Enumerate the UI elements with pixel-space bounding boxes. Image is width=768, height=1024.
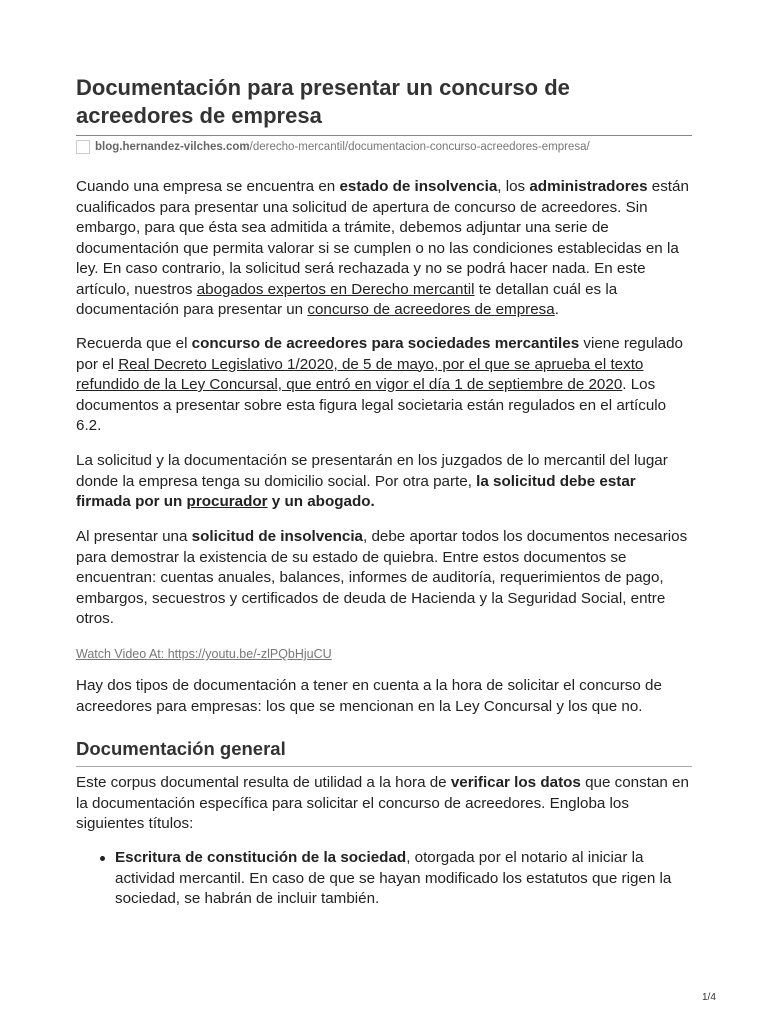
page-number: 1/4 [702,992,716,1003]
paragraph-regulacion: Recuerda que el concurso de acreedores para sociedades mercantiles viene regulado por el Real Decreto Legislativo 1/2020, de 5 de mayo, por el que se aprueba el texto refundido de la Ley Concursal, que entró en vigor el día 1 de septiembre de 2020. Los documentos a presentar sobre esta figura legal societaria están regulados en el artículo 6.2. [76,335,683,434]
watch-video-link[interactable]: Watch Video At: https://youtu.be/-zlPQbHjuCU [76,647,332,661]
bold-concurso-sociedades: concurso de acreedores para sociedades mercantiles [191,335,580,352]
favicon-icon [76,140,90,154]
list-item-text: , otorgada por el notario al iniciar la actividad mercantil. En caso de que se hayan modificado los estatutos que rigen la sociedad, se habrán de incluir también. [115,849,672,907]
source-url[interactable] [76,139,590,155]
source-domain: blog.hernandez-vilches.com [95,141,250,153]
bold-administradores: administradores [529,178,648,195]
video-link-row [76,645,692,663]
document-list [76,848,692,910]
section-divider [76,766,692,767]
link-real-decreto[interactable]: Real Decreto Legislativo 1/2020, de 5 de mayo, por el que se aprueba el texto refundido de la Ley Concursal, que entró en vigor el día 1 de septiembre de 2020 [76,355,644,393]
link-concurso-acreedores-empresa[interactable]: concurso de acreedores de empresa [307,301,555,318]
article-title: Documentación para presentar un concurso de acreedores de empresa [76,75,570,128]
bold-estado-insolvencia: estado de insolvencia [339,178,498,195]
paragraph-juzgados: La solicitud y la documentación se presentarán en los juzgados de lo mercantil del lugar donde la empresa tenga su domicilio social. Por otra parte, la solicitud debe estar firmada por un procurador y un abogado. [76,452,668,510]
bullet-icon [100,856,105,861]
section-heading: Documentación general [76,738,286,759]
list-item [76,848,692,910]
list-item-title: Escritura de constitución de la sociedad [115,849,407,866]
paragraph-intro: Cuando una empresa se encuentra en estado de insolvencia, los administradores están cualificados para presentar una solicitud de apertura de concurso de acreedores. Sin embargo, para que ésta sea admitida a trámite, debemos adjuntar una serie de documentación que permita valorar si se cumplen o no las condiciones establecidas en la ley. En caso contrario, la solicitud será rechazada y no se podrá hacer nada. En este artículo, nuestros abogados expertos en Derecho mercantil te detallan cuál es la documentación para presentar un concurso de acreedores de empresa. [76,178,689,318]
bold-solicitud-insolvencia: solicitud de insolvencia [191,528,363,545]
link-procurador[interactable]: procurador [186,493,268,510]
paragraph-insolvencia: Al presentar una solicitud de insolvencia, debe aportar todos los documentos necesarios para demostrar la existencia de su estado de quiebra. Entre estos documentos se encuentran: cuentas anuales, balances, informes de auditoría, requerimientos de pago, embargos, secuestros y certificados de deuda de Hacienda y la Seguridad Social, entre otros. [76,528,688,627]
title-divider [76,135,692,136]
link-abogados-expertos[interactable]: abogados expertos en Derecho mercantil [196,280,475,298]
paragraph-tipos: Hay dos tipos de documentación a tener en cuenta a la hora de solicitar el concurso de acreedores para empresas: los que se mencionan en la Ley Concursal y los que no. [76,677,662,715]
bold-solicitud-firmada: la solicitud debe estar firmada por un [76,472,636,510]
paragraph-corpus: Este corpus documental resulta de utilidad a la hora de verificar los datos que constan en la documentación específica para solicitar el concurso de acreedores. Engloba los siguientes títulos: [76,774,689,832]
source-path: /derecho-mercantil/documentacion-concurso-acreedores-empresa/ [249,141,590,153]
bold-verificar-datos: verificar los datos [450,774,581,791]
